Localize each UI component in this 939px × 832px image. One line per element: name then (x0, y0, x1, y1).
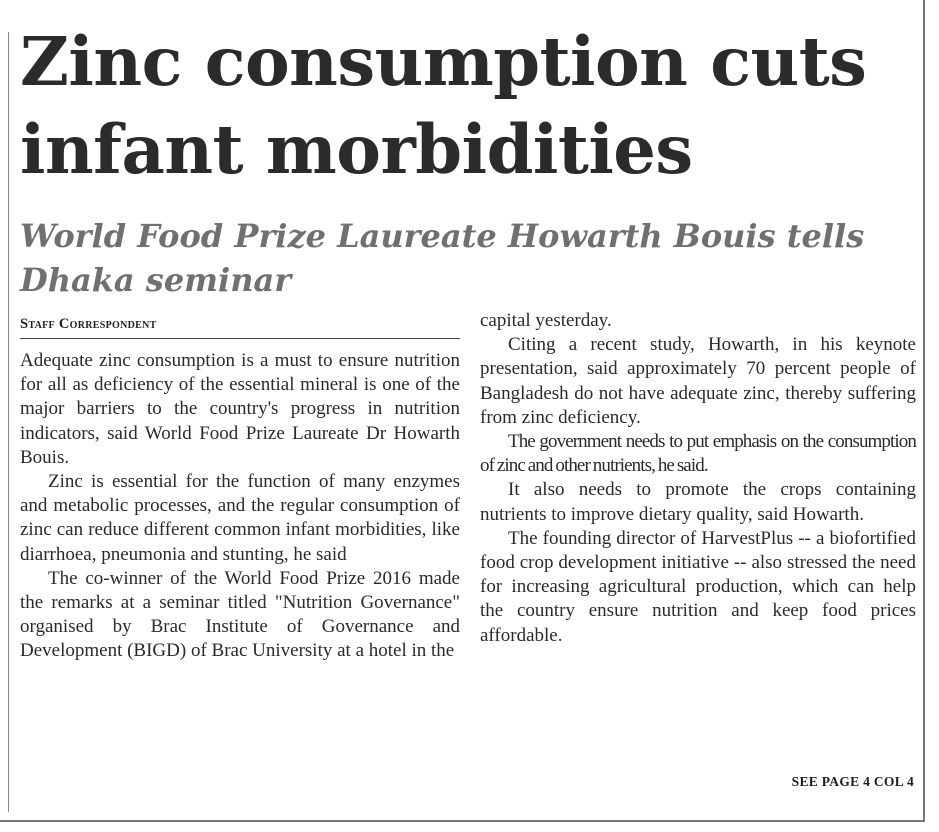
headline: Zinc consumption cuts infant morbidities (20, 22, 867, 189)
byline (20, 314, 460, 334)
article-column-left (20, 349, 460, 664)
paragraph: Citing a recent study, Howarth, in his keynote presentation, said approximately 70 percent people of Bangladesh do not have adequate zinc, thereby suffering from zinc deficiency. (480, 334, 916, 428)
paragraph: The co-winner of the World Food Prize 2016 made the remarks at a seminar titled "Nutrition Governance" organised by Brac Institute of Governance and Development (BIGD) of Brac University at a hotel in the (20, 567, 460, 662)
paragraph-continued: capital yesterday. (480, 310, 612, 331)
byline-rule (20, 338, 460, 339)
paragraph: The government needs to put emphasis on the consumption of zinc and other nutrients, he said. (480, 431, 916, 477)
subheadline: World Food Prize Laureate Howarth Bouis tells Dhaka seminar (20, 217, 865, 299)
paragraph: Zinc is essential for the function of many enzymes and metabolic processes, and the regular consumption of zinc can reduce different common infant morbidities, like diarrhoea, pneumonia and stunting, he said (20, 471, 460, 565)
paragraph: Adequate zinc consumption is a must to ensure nutrition for all as deficiency of the essential mineral is one of the major barriers to the country's progress in nutrition indicators, said World Food Prize Laureate Dr Howarth Bouis. (20, 350, 460, 468)
article-column-right (480, 309, 916, 648)
paragraph: It also needs to promote the crops containing nutrients to improve dietary quality, said Howarth. (480, 479, 916, 525)
continued-reference: SEE PAGE 4 COL 4 (791, 774, 914, 789)
byline-text: Staff Correspondent (20, 316, 157, 332)
paragraph: The founding director of HarvestPlus -- a biofortified food crop development initiative -- also stressed the need for increasing agricultural production, which can help the country ensure nutrition and keep food prices affordable. (480, 527, 916, 646)
left-rule (8, 32, 9, 812)
